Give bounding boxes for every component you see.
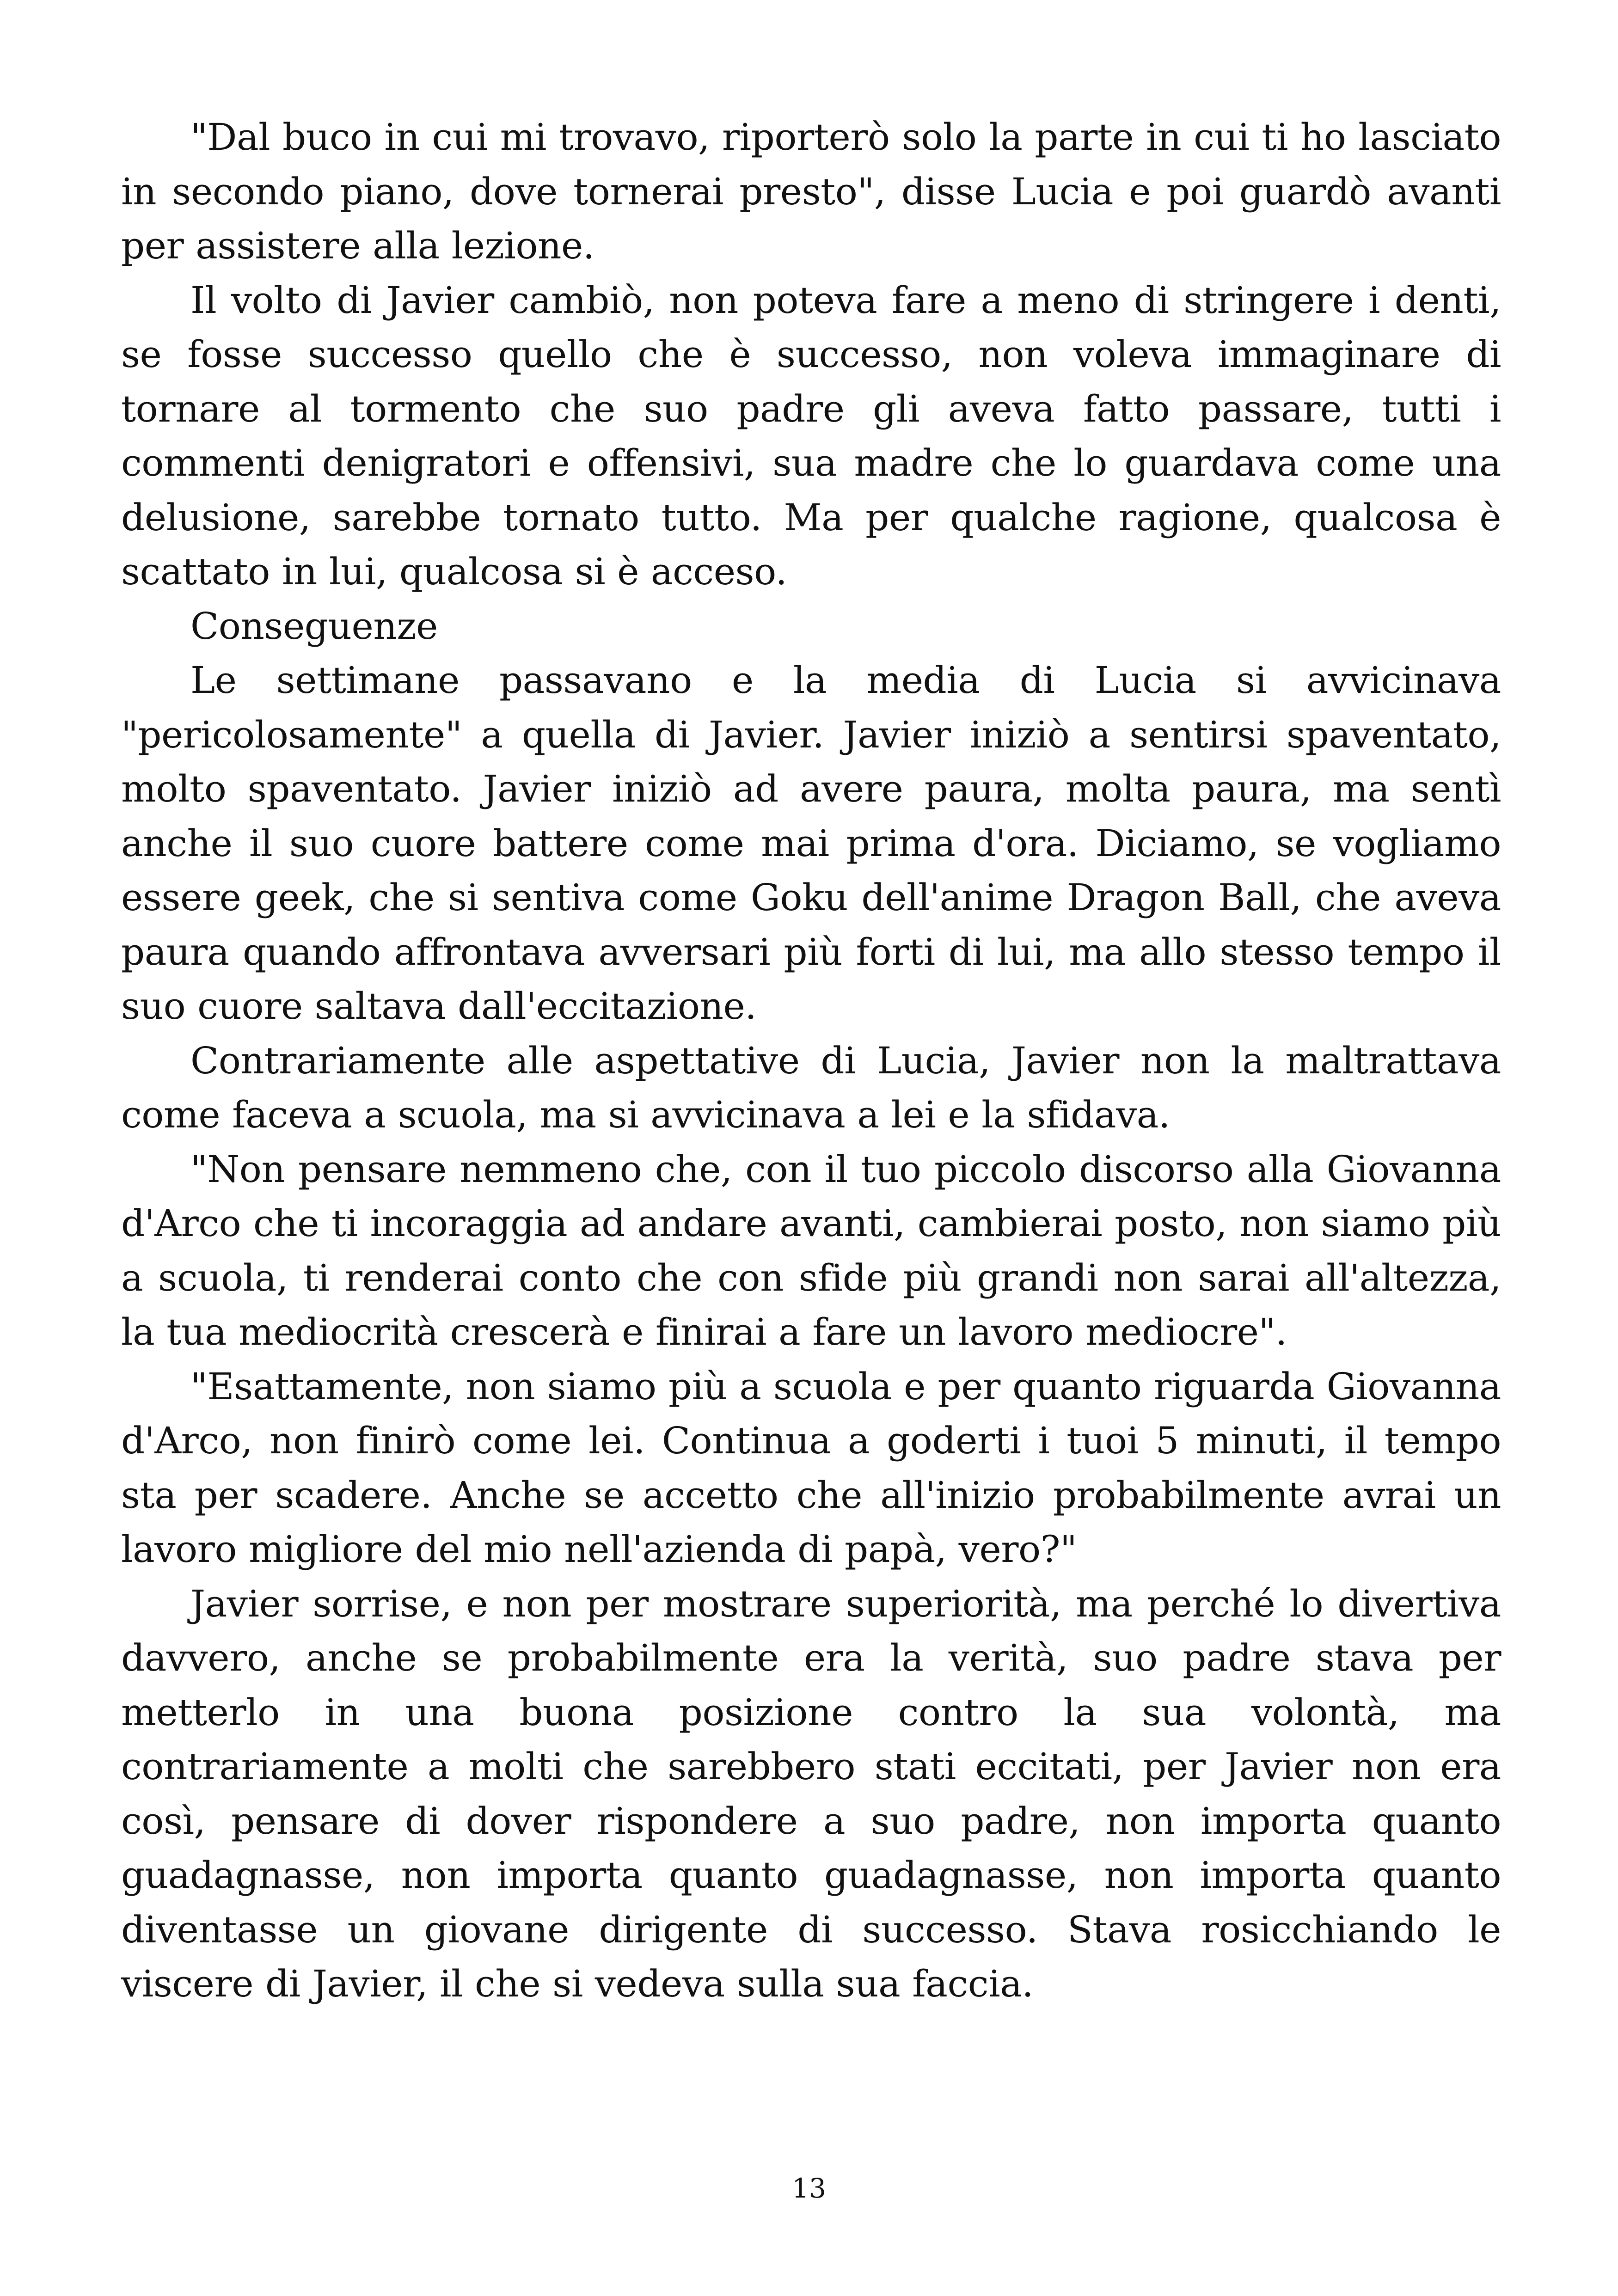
paragraph: Il volto di Javier cambiò, non poteva fare a meno di stringere i denti, se fosse successo quello che è successo, non voleva immaginare di tornare al tormento che suo padre gli aveva fatto passare, tutti i commenti denigratori e offensivi, sua madre che lo guardava come una delusione, sarebbe tornato tutto. Ma per qualche ragione, qualcosa è scattato in lui, qualcosa si è acceso. [121,278,1501,593]
section-heading: Conseguenze [190,604,438,648]
page-number: 13 [792,2173,826,2204]
paragraph: "Dal buco in cui mi trovavo, riporterò solo la parte in cui ti ho lasciato in secondo piano, dove tornerai presto", disse Lucia e poi guardò avanti per assistere alla lezione. [121,116,1501,267]
paragraph: "Non pensare nemmeno che, con il tuo piccolo discorso alla Giovanna d'Arco che ti incoraggia ad andare avanti, cambierai posto, non siamo più a scuola, ti renderai conto che con sfide più grandi non sarai all'altezza, la tua mediocrità crescerà e finirai a fare un lavoro mediocre". [121,1147,1501,1353]
body-text [121,110,1501,2011]
paragraph: Javier sorrise, e non per mostrare superiorità, ma perché lo divertiva davvero, anche se probabilmente era la verità, suo padre stava per metterlo in una buona posizione contro la sua volontà, ma contrariamente a molti che sarebbero stati eccitati, per Javier non era così, pensare di dover rispondere a suo padre, non importa quanto guadagnasse, non importa quanto guadagnasse, non importa quanto diventasse un giovane dirigente di successo. Stava rosicchiando le viscere di Javier, il che si vedeva sulla sua faccia. [121,1582,1501,2005]
paragraph: "Esattamente, non siamo più a scuola e per quanto riguarda Giovanna d'Arco, non finirò come lei. Continua a goderti i tuoi 5 minuti, il tempo sta per scadere. Anche se accetto che all'inizio probabilmente avrai un lavoro migliore del mio nell'azienda di papà, vero?" [121,1365,1501,1571]
paragraph: Le settimane passavano e la media di Lucia si avvicinava "pericolosamente" a quella di Javier. Javier iniziò a sentirsi spaventato, molto spaventato. Javier iniziò ad avere paura, molta paura, ma sentì anche il suo cuore battere come mai prima d'ora. Diciamo, se vogliamo essere geek, che si sentiva come Goku dell'anime Dragon Ball, che aveva paura quando affrontava avversari più forti di lui, ma allo stesso tempo il suo cuore saltava dall'eccitazione. [121,659,1501,1028]
paragraph: Contrariamente alle aspettative di Lucia, Javier non la maltrattava come faceva a scuola, ma si avvicinava a lei e la sfidava. [121,1039,1501,1136]
